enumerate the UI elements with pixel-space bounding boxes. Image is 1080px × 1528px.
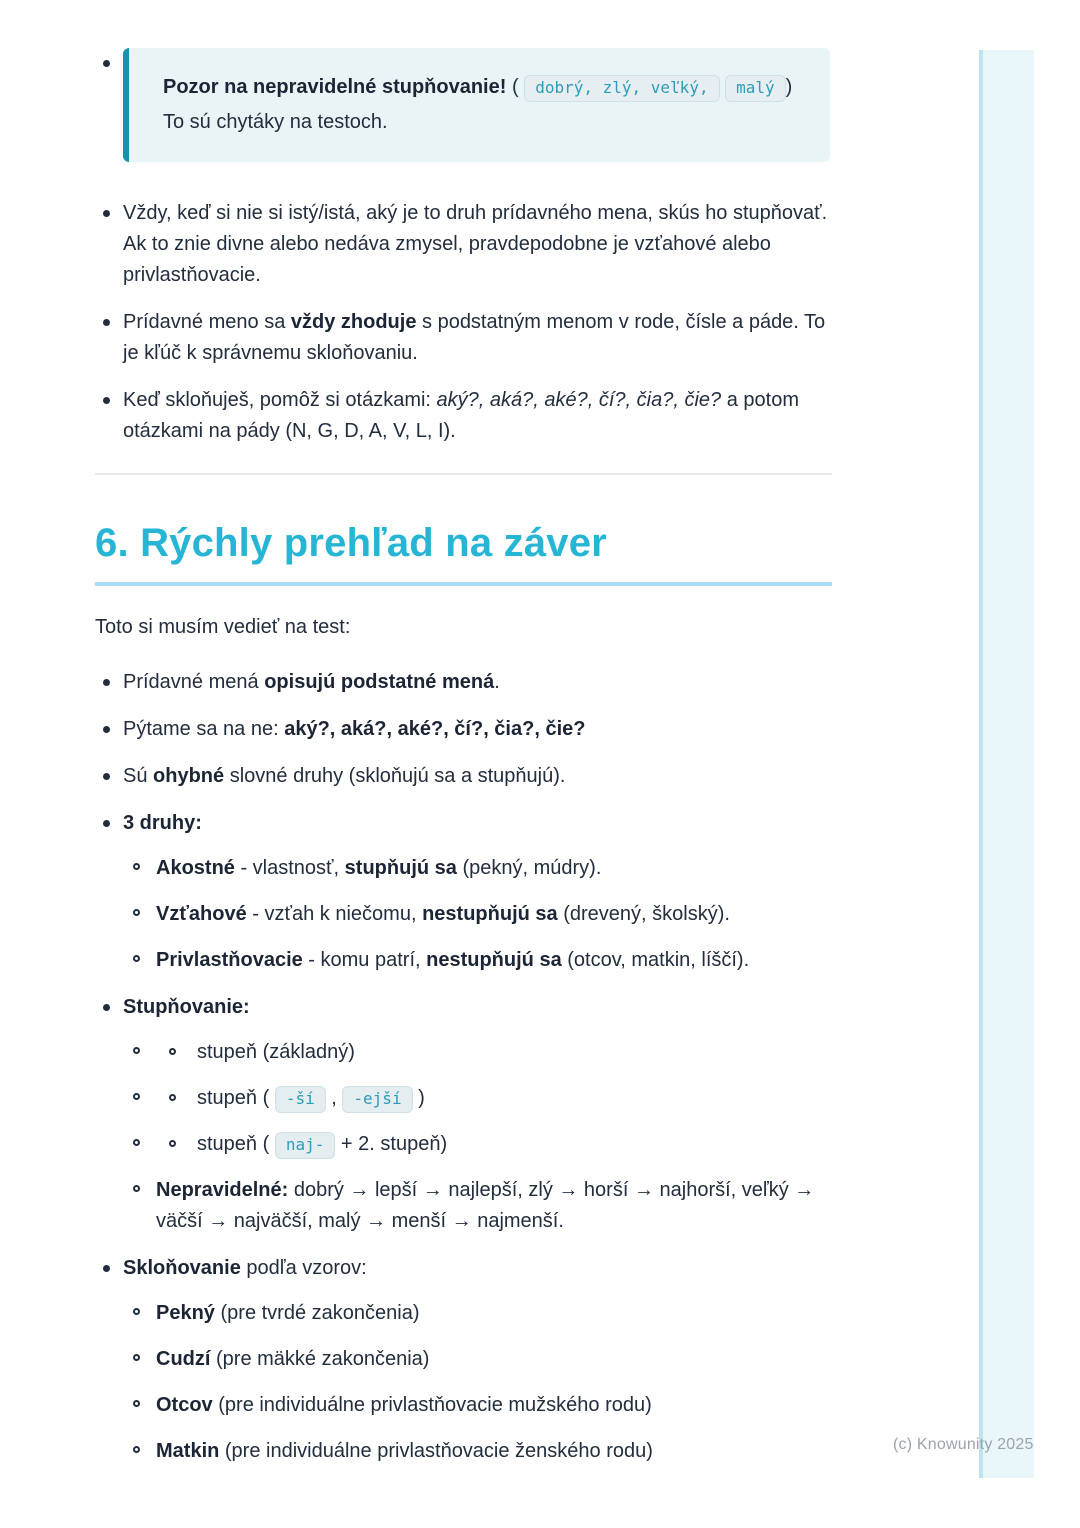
bullet-icon [103,60,110,67]
bullet-icon [103,726,110,733]
stupnovanie-sublist [123,1037,830,1237]
bold-run: Nepravidelné: [156,1179,289,1201]
list-item [123,853,830,884]
circle-bullet-icon [169,1140,176,1147]
summary-text: - komu patrí, [302,949,427,971]
bold-run: Akostné [156,857,235,879]
circle-bullet-icon [133,863,140,870]
callout-paren-open: ( [506,76,519,98]
circle-bullet-icon [133,1308,140,1315]
circle-bullet-icon [133,1446,140,1453]
list-item [95,385,830,447]
circle-bullet-icon [133,1093,140,1100]
druhy-sublist [123,853,830,976]
note-text: Keď skloňuješ, pomôž si otázkami: [123,389,437,411]
bullet-icon [103,820,110,827]
list-item-callout [95,48,830,162]
summary-text: - vzťah k niečomu, [246,903,423,925]
bold-run: ohybné [153,765,225,787]
bold-run: Otcov [156,1394,213,1416]
summary-text: . [494,671,500,693]
list-item-stupnovanie [95,992,830,1237]
section-intro: Toto si musím vedieť na test: [95,616,351,638]
list-item-druhy [95,808,830,976]
bold-run: Vzťahové [156,903,247,925]
summary-text: (pekný, múdry). [456,857,602,879]
summary-text: stupeň (základný) [197,1041,355,1063]
note-text: a potom otázkami na pády (N, G, D, A, V, L, I). [123,389,799,442]
callout-bold-text: Pozor na nepravidelné stupňovanie! [163,76,507,98]
code-chip: -ší [275,1086,326,1113]
copyright-watermark: (c) Knowunity 2025 [893,1436,1034,1453]
circle-bullet-icon [133,1185,140,1192]
list-item [95,198,830,291]
bullet-icon [103,210,110,217]
list-item [123,1129,830,1160]
list-item [123,1390,830,1421]
summary-text: (pre individuálne privlastňovacie ženského rodu) [219,1440,653,1462]
list-item [95,761,830,792]
list-item [95,667,830,698]
summary-text: (otcov, matkin, líščí). [561,949,750,971]
notes-list [95,48,830,447]
bullet-icon [103,319,110,326]
list-item [123,1344,830,1375]
list-item [123,1436,830,1467]
summary-text: Prídavné mená [123,671,265,693]
summary-text: (pre tvrdé zakončenia) [214,1302,420,1324]
bullet-icon [103,1004,110,1011]
sklonovanie-sublist [123,1298,830,1467]
circle-bullet-icon [169,1094,176,1101]
bullet-icon [103,679,110,686]
bold-run: 3 druhy: [123,812,202,834]
bold-run: Skloňovanie [123,1257,241,1279]
list-item [123,1175,830,1237]
list-item [95,714,830,745]
bold-run: aký?, aká?, aké?, čí?, čia?, čie? [284,718,586,740]
list-item [123,899,830,930]
summary-text: (pre mäkké zakončenia) [210,1348,430,1370]
section-heading: 6. Rýchly prehľad na záver [95,521,607,565]
circle-bullet-icon [133,955,140,962]
code-chip: malý [725,75,786,102]
list-item [123,1298,830,1329]
bold-run: stupňujú sa [344,857,457,879]
bold-run: vždy zhoduje [290,311,417,333]
section-divider [95,473,832,475]
summary-text: (drevený, školský). [557,903,730,925]
bold-run: nestupňujú sa [426,949,562,971]
circle-bullet-icon [133,909,140,916]
summary-text: slovné druhy (skloňujú sa a stupňujú). [224,765,566,787]
bullet-icon [103,773,110,780]
note-text: s podstatným menom v rode, čísle a páde. To je kľúč k správnemu skloňovaniu. [123,311,826,364]
note-text: Vždy, keď si nie si istý/istá, aký je to druh prídavného mena, skús ho stupňovať. Ak to znie divne alebo nedáva zmysel, pravdepodobne je vzťahové alebo privlastňovacie. [123,202,828,286]
summary-text: Pýtame sa na ne: [123,718,285,740]
summary-text: stupeň ( [197,1133,275,1155]
summary-text: dobrý → lepší → najlepší, zlý → horší → najhorší, veľký → väčší → najväčší, malý → menší → najmenší. [156,1179,815,1232]
bullet-icon [103,1265,110,1272]
code-chip: -ejší [342,1086,412,1113]
bold-run: Pekný [156,1302,215,1324]
summary-text: podľa vzorov: [240,1257,367,1279]
code-chip: naj- [275,1132,336,1159]
bold-run: opisujú podstatné mená [264,671,495,693]
list-item [95,307,830,369]
summary-text: + 2. stupeň) [335,1133,448,1155]
circle-bullet-icon [133,1400,140,1407]
circle-bullet-icon [133,1047,140,1054]
circle-bullet-icon [169,1048,176,1055]
list-item [123,1083,830,1114]
bullet-icon [103,397,110,404]
heading-underline [95,582,832,586]
summary-text: ) [412,1087,425,1109]
code-chip: dobrý, zlý, veľký, [524,75,719,102]
callout-box [123,48,830,162]
summary-list [95,667,830,1467]
summary-text: Sú [123,765,154,787]
list-item [123,945,830,976]
summary-text: (pre individuálne privlastňovacie mužského rodu) [212,1394,652,1416]
bold-run: Matkin [156,1440,220,1462]
summary-text: - vlastnosť, [234,857,345,879]
summary-text: stupeň ( [197,1087,275,1109]
bold-run: Privlastňovacie [156,949,303,971]
summary-text: , [325,1087,343,1109]
callout-tail-text: ) To sú chytáky na testoch. [163,76,793,133]
circle-bullet-icon [133,1139,140,1146]
italic-run: aký?, aká?, aké?, čí?, čia?, čie? [436,389,722,411]
bold-run: nestupňujú sa [422,903,558,925]
bold-run: Stupňovanie: [123,996,250,1018]
list-item-sklonovanie [95,1253,830,1467]
watermark-strip [979,50,1034,1478]
list-item [123,1037,830,1068]
note-text: Prídavné meno sa [123,311,291,333]
bold-run: Cudzí [156,1348,211,1370]
circle-bullet-icon [133,1354,140,1361]
